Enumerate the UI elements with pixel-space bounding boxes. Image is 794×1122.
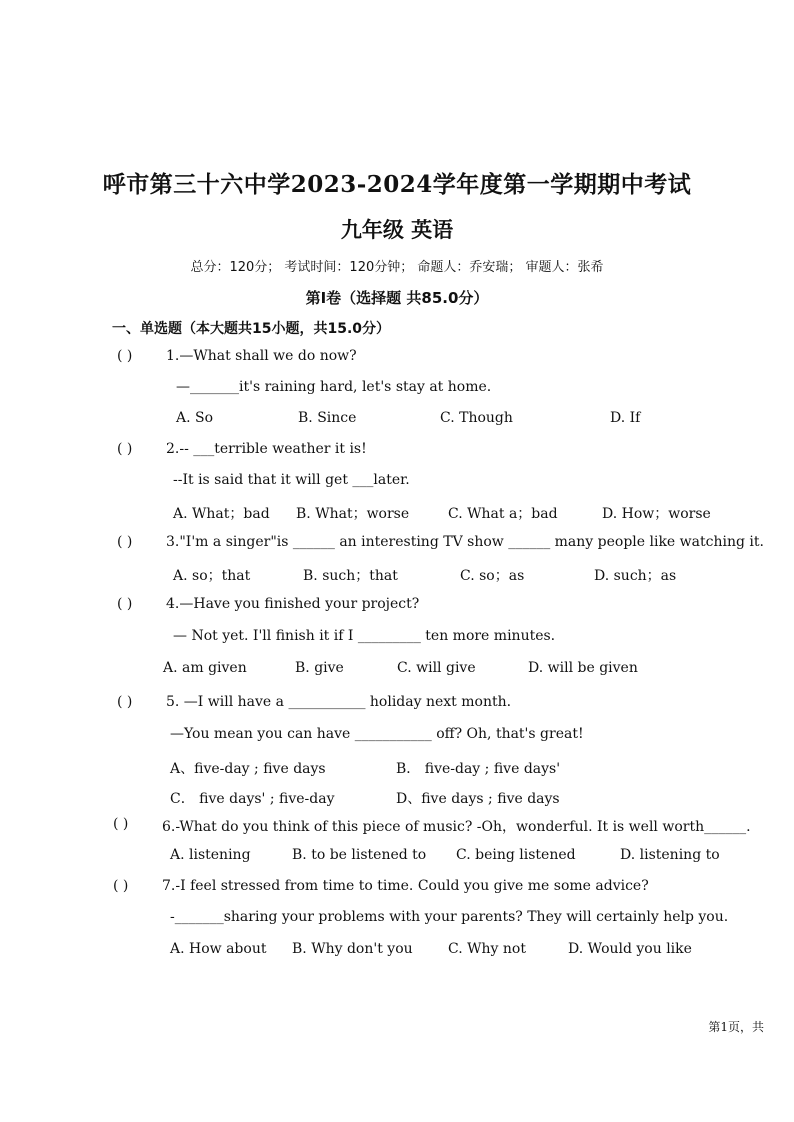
question-stem: 1.—What shall we do now? (166, 348, 357, 364)
question-line: —_______it's raining hard, let's stay at home. (176, 379, 492, 395)
section-heading: 一、单选题（本大题共15小题，共15.0分） (112, 321, 391, 337)
answer-blank[interactable]: ( ) (117, 348, 133, 364)
part-heading: 第Ⅰ卷（选择题 共85.0分） (305, 289, 489, 307)
option-d[interactable]: D. How；worse (602, 506, 711, 522)
question-stem: 6.-What do you think of this piece of music? -Oh，wonderful. It is well worth______. (162, 819, 751, 835)
option-b[interactable]: B. What；worse (296, 506, 410, 522)
question-line: --It is said that it will get ___later. (173, 472, 410, 488)
question-line: —You mean you can have ___________ off? Oh, that's great! (170, 726, 584, 742)
option-d[interactable]: D、five days ; five days (396, 791, 560, 807)
exam-title: 呼市第三十六中学2023-2024学年度第一学期期中考试 (102, 171, 692, 198)
option-b[interactable]: B. such；that (303, 568, 398, 584)
option-a[interactable]: A. so；that (173, 568, 251, 584)
option-b[interactable]: B. to be listened to (292, 847, 427, 863)
option-a[interactable]: A. What；bad (173, 506, 270, 522)
question-line: — Not yet. I'll finish it if I _________ ten more minutes. (173, 628, 556, 644)
exam-meta: 总分：120分； 考试时间：120分钟； 命题人：乔安瑞； 审题人：张希 (190, 260, 604, 275)
option-a[interactable]: A、five-day ; five days (170, 761, 326, 777)
option-c[interactable]: C. What a；bad (448, 506, 558, 522)
question-stem: 4.—Have you finished your project? (166, 596, 420, 612)
option-c[interactable]: C. being listened (456, 847, 576, 863)
answer-blank[interactable]: ( ) (117, 596, 133, 612)
option-a[interactable]: A. How about (170, 941, 267, 957)
answer-blank[interactable]: ( ) (117, 694, 133, 710)
question-stem: 2.-- ___terrible weather it is! (166, 441, 367, 457)
answer-blank[interactable]: ( ) (113, 878, 129, 894)
answer-blank[interactable]: ( ) (117, 534, 133, 550)
option-b[interactable]: B. give (295, 660, 344, 676)
option-d[interactable]: D. Would you like (568, 941, 692, 957)
option-d[interactable]: D. listening to (620, 847, 720, 863)
option-b[interactable]: B． five-day ; five days' (396, 761, 561, 777)
option-d[interactable]: D. If (610, 410, 641, 426)
question-line: -_______sharing your problems with your parents? They will certainly help you. (170, 909, 729, 925)
option-c[interactable]: C. Why not (448, 941, 526, 957)
answer-blank[interactable]: ( ) (117, 441, 133, 457)
option-b[interactable]: B. Since (298, 410, 357, 426)
option-c[interactable]: C. Though (440, 410, 513, 426)
option-d[interactable]: D. such；as (594, 568, 677, 584)
option-a[interactable]: A. So (176, 410, 214, 426)
option-a[interactable]: A. am given (163, 660, 247, 676)
answer-blank[interactable]: ( ) (113, 816, 129, 832)
question-stem: 5. —I will have a ___________ holiday next month. (166, 694, 512, 710)
option-c[interactable]: C. will give (397, 660, 476, 676)
exam-subtitle: 九年级 英语 (340, 217, 454, 242)
option-b[interactable]: B. Why don't you (292, 941, 413, 957)
page-number: 第1页，共 (708, 1020, 764, 1034)
question-stem: 7.-I feel stressed from time to time. Could you give me some advice? (162, 878, 649, 894)
option-c[interactable]: C． five days' ; five-day (170, 791, 335, 807)
option-a[interactable]: A. listening (170, 847, 251, 863)
question-stem: 3."I'm a singer"is ______ an interesting TV show ______ many people like watching it. (166, 534, 764, 550)
option-d[interactable]: D. will be given (528, 660, 638, 676)
option-c[interactable]: C. so；as (460, 568, 525, 584)
